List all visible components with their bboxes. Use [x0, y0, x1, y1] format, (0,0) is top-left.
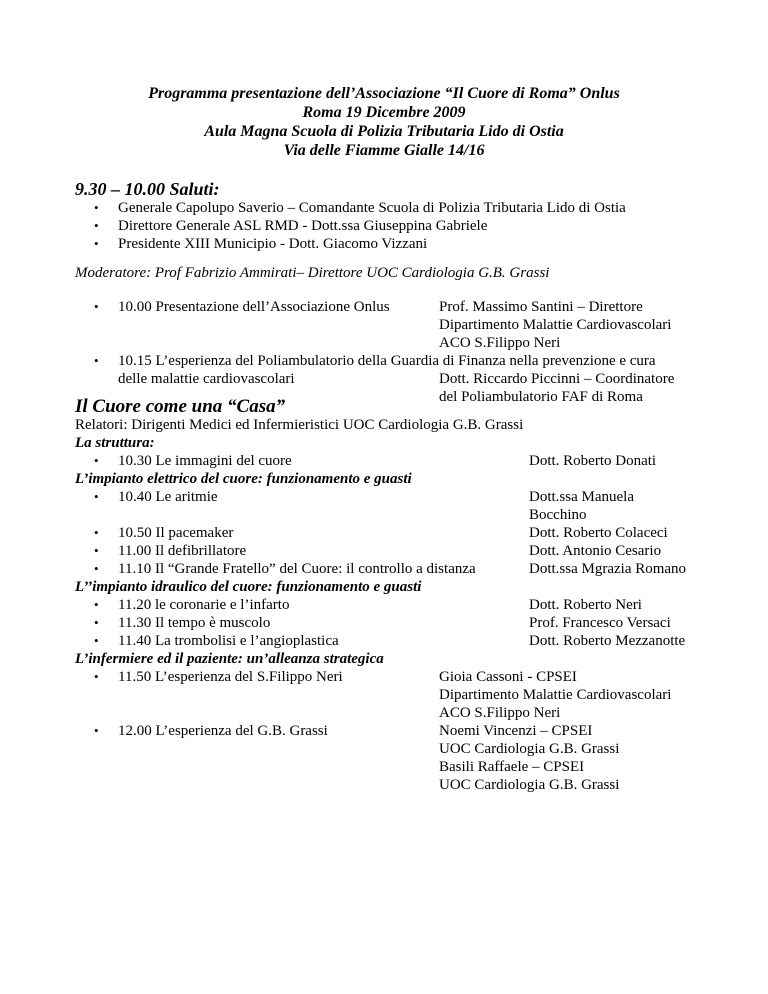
title-line-3: Aula Magna Scuola di Polizia Tributaria Lido di Ostia	[204, 123, 564, 140]
bullet: •	[94, 633, 99, 648]
speaker-line: Dott.ssa Mgrazia Romano	[529, 561, 687, 577]
speaker-line: Dott. Roberto Mezzanotte	[529, 633, 686, 649]
bullet: •	[94, 543, 99, 558]
speaker-line: ACO S.Filippo Neri	[439, 335, 561, 351]
program-item-title-cont: delle malattie cardiovascolari	[118, 371, 295, 387]
speaker-line: Dott.ssa Manuela	[529, 489, 634, 505]
program-item-title: 12.00 L’esperienza del G.B. Grassi	[118, 723, 328, 739]
program-item-title: 11.50 L’esperienza del S.Filippo Neri	[118, 669, 343, 685]
subsection-label: La struttura:	[75, 435, 155, 451]
speaker-line: UOC Cardiologia G.B. Grassi	[439, 777, 620, 793]
saluti-item: Generale Capolupo Saverio – Comandante Scuola di Polizia Tributaria Lido di Ostia	[118, 200, 626, 216]
speaker-line: del Poliambulatorio FAF di Roma	[439, 389, 643, 405]
saluti-heading: 9.30 – 10.00 Saluti:	[75, 179, 220, 199]
program-item-title: 11.20 le coronarie e l’infarto	[118, 597, 290, 613]
bullet: •	[94, 236, 99, 251]
program-item-title: 11.10 Il “Grande Fratello” del Cuore: il controllo a distanza	[118, 561, 476, 577]
subsection-label: L’impianto elettrico del cuore: funzionamento e guasti	[75, 471, 412, 487]
bullet: •	[94, 453, 99, 468]
speaker-line: Dott. Riccardo Piccinni – Coordinatore	[439, 371, 675, 387]
speaker-line: Prof. Massimo Santini – Direttore	[439, 299, 643, 315]
speaker-line: Dott. Roberto Donati	[529, 453, 657, 469]
speaker-line: Dott. Roberto Colaceci	[529, 525, 668, 541]
moderatore-line: Moderatore: Prof Fabrizio Ammirati– Direttore UOC Cardiologia G.B. Grassi	[75, 265, 550, 281]
program-item-title: 11.40 La trombolisi e l’angioplastica	[118, 633, 339, 649]
bullet: •	[94, 525, 99, 540]
saluti-item: Direttore Generale ASL RMD - Dott.ssa Giuseppina Gabriele	[118, 218, 488, 234]
program-item-title: 11.00 Il defibrillatore	[118, 543, 247, 559]
speaker-line: Dott. Antonio Cesario	[529, 543, 662, 559]
subsection-label: L’’impianto idraulico del cuore: funzionamento e guasti	[75, 579, 422, 595]
title-line-4: Via delle Fiamme Gialle 14/16	[283, 142, 485, 159]
speaker-line: Prof. Francesco Versaci	[529, 615, 671, 631]
speaker-line: ACO S.Filippo Neri	[439, 705, 561, 721]
bullet: •	[94, 669, 99, 684]
bullet: •	[94, 353, 99, 368]
speaker-line: Bocchino	[529, 507, 587, 523]
bullet: •	[94, 597, 99, 612]
section-heading: Il Cuore come una “Casa”	[75, 396, 286, 417]
speaker-line: UOC Cardiologia G.B. Grassi	[439, 741, 620, 757]
bullet: •	[94, 218, 99, 233]
title-line-2: Roma 19 Dicembre 2009	[302, 104, 466, 121]
bullet: •	[94, 561, 99, 576]
bullet: •	[94, 489, 99, 504]
relatori-line: Relatori: Dirigenti Medici ed Infermieristici UOC Cardiologia G.B. Grassi	[75, 417, 524, 433]
program-item-title: 10.00 Presentazione dell’Associazione Onlus	[118, 299, 390, 315]
bullet: •	[94, 723, 99, 738]
bullet: •	[94, 299, 99, 314]
speaker-line: Gioia Cassoni - CPSEI	[439, 669, 577, 685]
speaker-line: Dipartimento Malattie Cardiovascolari	[439, 317, 672, 333]
program-item-title: 10.15 L’esperienza del Poliambulatorio della Guardia di Finanza nella prevenzione e cura	[118, 353, 656, 369]
speaker-line: Dott. Roberto Neri	[529, 597, 642, 613]
program-item-title: 10.50 Il pacemaker	[118, 525, 234, 541]
bullet: •	[94, 200, 99, 215]
program-item-title: 11.30 Il tempo è muscolo	[118, 615, 271, 631]
saluti-item: Presidente XIII Municipio - Dott. Giacomo Vizzani	[118, 236, 428, 252]
program-item-title: 10.40 Le aritmie	[118, 489, 218, 505]
title-line-1: Programma presentazione dell’Associazione “Il Cuore di Roma” Onlus	[148, 85, 620, 102]
program-item-title: 10.30 Le immagini del cuore	[118, 453, 292, 469]
bullet: •	[94, 615, 99, 630]
speaker-line: Noemi Vincenzi – CPSEI	[439, 723, 593, 739]
speaker-line: Basili Raffaele – CPSEI	[439, 759, 585, 775]
subsection-label: L’infermiere ed il paziente: un’alleanza strategica	[75, 651, 384, 667]
speaker-line: Dipartimento Malattie Cardiovascolari	[439, 687, 672, 703]
